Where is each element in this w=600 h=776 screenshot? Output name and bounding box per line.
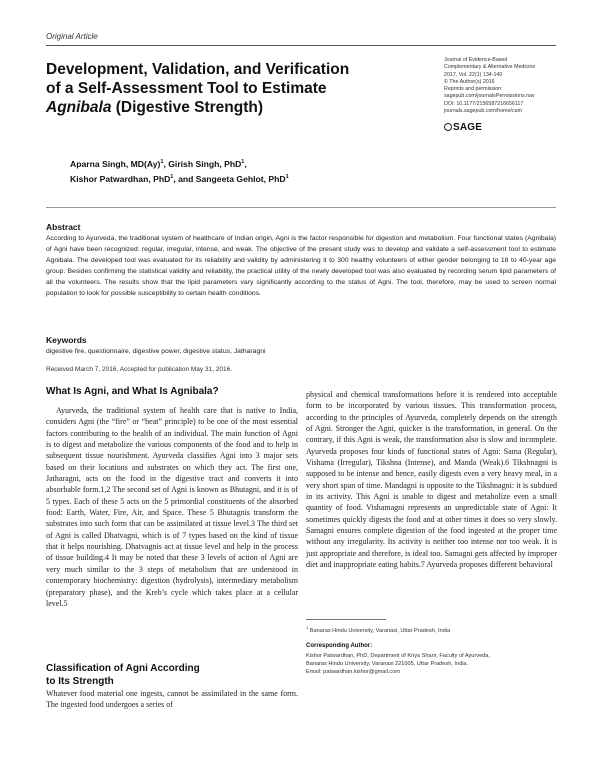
heading-line: to Its Strength [46, 676, 114, 687]
affiliation-mark: 1 [285, 173, 289, 180]
affiliation-mark: 1 [170, 173, 174, 180]
body-paragraph: Ayurveda, the traditional system of health care that is native to India, considers Agni (the “fire” or “heat” principle) to be one of the most essential factors contributing to the health of an individual. The main function of Agni is to digest and metabolize the various components of the food and to help in subsequent tissue nourishment. Ayurveda classifies Agni into 3 major sets based on their locations and substrates on which they act. The first one, Jatharagni, acts on the food in the digestive tract and converts it into absorbable form.1,2 The second set of Agni is known as Bhutagni, and it is of 5 types. Each of these 5 acts on the 5 primordial constituents of the absorbed food: Earth, Water, Fire, Air, and Space. These 5 Bhutagnis transform the substrates into such form that can be assimilated at tissue level.3 The third set of Agni is called Dhatvagni, which is of 7 types based on the kind of tissue that it helps nourishing. Dhatvagnis act at tissue level and help in the process of tissue building.4 It may be noted that these 3 levels of action of Agni are very much similar to the 3 steps of metabolism that are understood in contemporary biochemistry: digestion (hydrolysis), intermediary metabolism (preparatory phase), and the Kreb’s cycle which takes place at a cellular level.5 [46, 406, 298, 608]
author-name: Kishor Patwardhan, PhD [70, 173, 171, 184]
publisher-name: SAGE [453, 122, 483, 133]
abstract-heading: Abstract [46, 222, 81, 232]
author-list [70, 156, 390, 186]
journal-info-line: © The Author(s) 2016 [444, 78, 495, 85]
keywords-text: digestive fire, questionnaire, digestive power, digestive status, Jatharagni [46, 348, 266, 355]
journal-info-line: Journal of Evidence-Based [444, 57, 508, 63]
journal-info-link[interactable]: journals.sagepub.com/home/cam [444, 108, 523, 115]
author-name: , and Sangeeta Gehlot, PhD [173, 173, 286, 184]
received-dates: Received March 7, 2016. Accepted for publication May 31, 2016. [46, 366, 233, 373]
abstract-text: According to Ayurveda, the traditional system of healthcare of Indian origin, Agni is the factor responsible for digestion and metabolism. Four functional states (Agnibala) of Agni have been recognized: regular, irregular, intense, and weak. The objective of the present study was to develop and validate a self-assessment tool to estimate Agnibala. The developed tool was evaluated for its reliability and validity by administering it to 300 healthy volunteers of either gender belonging to 18 to 40-year age group. Besides confirming the statistical validity and reliability, the practical utility of the newly developed tool was also evaluated by recording serum lipid parameters of all the volunteers. The results show that the lipid parameters vary significantly according to the status of Agni. The tool, therefore, may be used to screen normal population to look for possible susceptibility to certain health conditions. [46, 235, 556, 297]
publisher-logo [444, 122, 482, 133]
correspondence-email[interactable]: Email: patwardhan.kishor@gmail.com [306, 669, 400, 676]
journal-info-line: Complementary & Alternative Medicine [444, 64, 536, 71]
heading-line: Classification of Agni According [46, 663, 200, 674]
header-rule [46, 45, 556, 46]
body-paragraph: physical and chemical transformations before it is rendered into acceptable form to be incorporated by various tissues. This transformation process, according to the principles of Ayurveda, completely depends on the strength of Agni. Stronger the Agni, quicker is the transformation, in general. On the contrary, if this Agni is weak, the transformation also is slow and incomplete. Ayurveda proposes four kinds of functional states of Agni: Sama (Regular), Vishama (Irregular), Tikshna (Intense), and Manda (Weak).6 Tikshnagni is supposed to be intense and hence, easily digests even a very heavy meal, in a very short span of time. Mandagni is opposite to the Tikshnagni: it is subdued in its activity. This Agni is unable to digest and metabolize even a small quantity of food. Vishamagni represents an unpredictable state of Agni: It sometimes quickly digests the food and at other times it does so very slowly. Samagni ensures complete digestion of the food ingested at the proper time without any irregularity. Its activity is neither too intense nor too weak. It is just appropriate and therefore, is ideal too. Samagni gets affected by improper diet and inappropriate eating habits.7 Ayurveda proposes different behavioral [306, 390, 557, 570]
section-2-paragraph [46, 688, 298, 711]
title-line-3 [46, 98, 416, 117]
journal-info [444, 57, 574, 115]
body-paragraph: Whatever food material one ingests, cannot be assimilated in the same form. The ingested food undergoes a series of [46, 689, 298, 710]
section-1-paragraph [46, 405, 298, 609]
column-2-text [306, 389, 557, 571]
journal-info-line: Reprints and permission: [444, 86, 503, 93]
paper-title [46, 60, 416, 117]
author-line-2 [70, 171, 390, 186]
author-name: , Girish Singh, PhD [163, 158, 242, 169]
keywords-heading: Keywords [46, 335, 87, 345]
title-line-1: Development, Validation, and Verification [46, 61, 350, 78]
journal-info-line: 2017, Vol. 22(1) 134-140 [444, 71, 503, 78]
title-line-3-rest: (Digestive Strength) [111, 99, 264, 116]
footnote-text: Banaras Hindu University, Varanasi, Uttar Pradesh, India [309, 627, 451, 634]
correspondence-line: Kishor Patwardhan, PhD, Department of Kriya Sharir, Faculty of Ayurveda, [306, 653, 490, 659]
divider [46, 207, 556, 208]
author-line-1: Aparna Singh, $MD(Ay)^1$, Girish Singh, PhD$^1$, [70, 158, 247, 169]
corresponding-author-heading: Corresponding Author: [306, 643, 373, 649]
footnote-mark: 1 [306, 625, 309, 630]
affiliation-mark: 1 [160, 159, 164, 165]
article-type-label: Original Article [46, 32, 98, 41]
section-heading-2 [46, 662, 306, 688]
journal-info-line: sagepub.com/journalsPermissions.nav [444, 93, 535, 100]
correspondence-line: Banaras Hindu University, Varanasi 221005, Uttar Pradesh, India. [306, 661, 469, 668]
section-heading-1: What Is Agni, and What Is Agnibala? [46, 386, 219, 397]
sage-circle-icon [444, 123, 452, 131]
title-line-2: of a Self-Assessment Tool to Estimate [46, 80, 327, 97]
title-italic-term: Agnibala [46, 99, 112, 116]
author-name: Aparna Singh, MD(Ay) [70, 158, 161, 169]
journal-info-line: DOI: 10.1177/2156587216656117 [444, 100, 524, 107]
affiliation-footnote [306, 625, 557, 634]
corresponding-author-details [306, 652, 561, 677]
footnote-rule [306, 619, 386, 620]
affiliation-mark: 1 [241, 159, 245, 165]
